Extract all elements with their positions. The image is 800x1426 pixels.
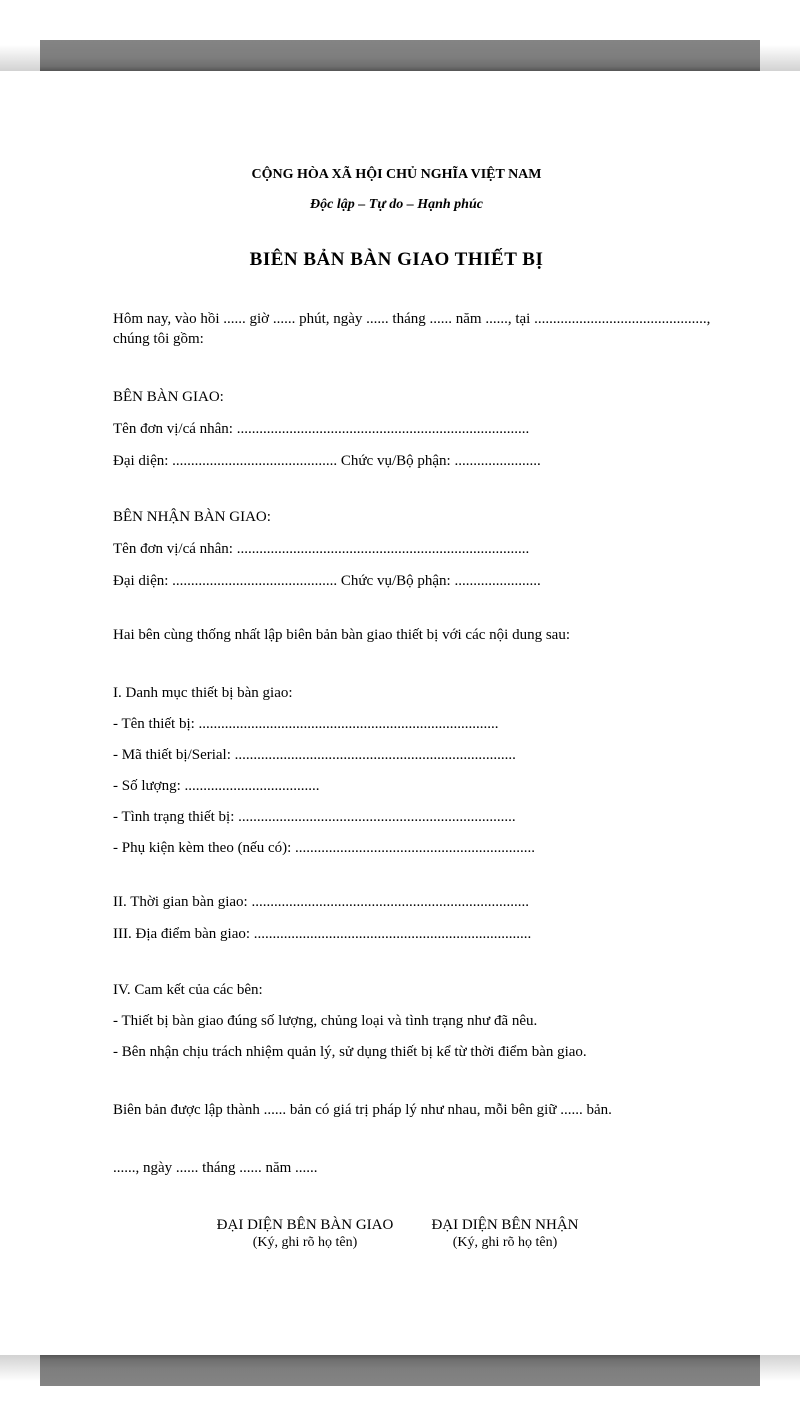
section-4-heading: IV. Cam kết của các bên: (113, 982, 263, 998)
signature-receiver (380, 1216, 630, 1251)
intro-line-2: chúng tôi gồm: (113, 331, 204, 347)
intro-line-1: Hôm nay, vào hồi ...... giờ ...... phút, ngày ...... tháng ...... năm ......, tại .............................................., (113, 311, 711, 327)
copies-line: Biên bản được lập thành ...... bản có giá trị pháp lý như nhau, mỗi bên giữ ...... bản. (113, 1102, 612, 1118)
signature-giver-title: ĐẠI DIỆN BÊN BÀN GIAO (216, 1217, 394, 1233)
section-1-item-device-name: - Tên thiết bị: ................................................................................ (113, 716, 499, 732)
giver-representative-line: Đại diện: ............................................ Chức vụ/Bộ phận: ....................... (113, 453, 541, 469)
signature-receiver-note: (Ký, ghi rõ họ tên) (452, 1235, 558, 1250)
giver-name-line: Tên đơn vị/cá nhân: .............................................................................. (113, 421, 530, 437)
document-title: BIÊN BẢN BÀN GIAO THIẾT BỊ (249, 249, 544, 270)
signature-block (113, 1216, 680, 1276)
national-header-motto: Độc lập – Tự do – Hạnh phúc (310, 197, 483, 212)
page-edge-shadow-bottom-right (760, 1355, 800, 1386)
section-2-line: II. Thời gian bàn giao: .......................................................................... (113, 894, 529, 910)
section-1-item-quantity: - Số lượng: .................................... (113, 778, 320, 794)
receiver-heading: BÊN NHẬN BÀN GIAO: (113, 509, 271, 525)
section-1-item-accessories: - Phụ kiện kèm theo (nếu có): ................................................................ (113, 840, 536, 856)
section-1-item-condition: - Tình trạng thiết bị: .......................................................................... (113, 809, 516, 825)
page-edge-shadow-top-right (760, 40, 800, 71)
page-edge-shadow-bottom-left (0, 1355, 40, 1386)
page-edge-band-bottom (40, 1355, 760, 1386)
receiver-representative-line: Đại diện: ............................................ Chức vụ/Bộ phận: ....................... (113, 573, 541, 589)
receiver-name-line: Tên đơn vị/cá nhân: .............................................................................. (113, 541, 530, 557)
section-4-item-1: - Thiết bị bàn giao đúng số lượng, chủng loại và tình trạng như đã nêu. (113, 1013, 538, 1029)
section-3-line: III. Địa điểm bàn giao: .......................................................................... (113, 926, 532, 942)
giver-heading: BÊN BÀN GIAO: (113, 389, 224, 405)
agreement-line: Hai bên cùng thống nhất lập biên bản bàn giao thiết bị với các nội dung sau: (113, 627, 570, 643)
section-1-heading: I. Danh mục thiết bị bàn giao: (113, 685, 293, 701)
section-1-item-serial: - Mã thiết bị/Serial: ........................................................................... (113, 747, 516, 763)
signature-giver-note: (Ký, ghi rõ họ tên) (252, 1235, 358, 1250)
page-edge-shadow-top-left (0, 40, 40, 71)
document-body (113, 0, 711, 1276)
section-4-item-2: - Bên nhận chịu trách nhiệm quản lý, sử dụng thiết bị kể từ thời điểm bàn giao. (113, 1044, 587, 1060)
national-header-line1: CỘNG HÒA XÃ HỘI CHỦ NGHĨA VIỆT NAM (251, 167, 542, 182)
date-line: ......, ngày ...... tháng ...... năm ...... (113, 1160, 318, 1176)
signature-receiver-title: ĐẠI DIỆN BÊN NHẬN (431, 1217, 579, 1233)
